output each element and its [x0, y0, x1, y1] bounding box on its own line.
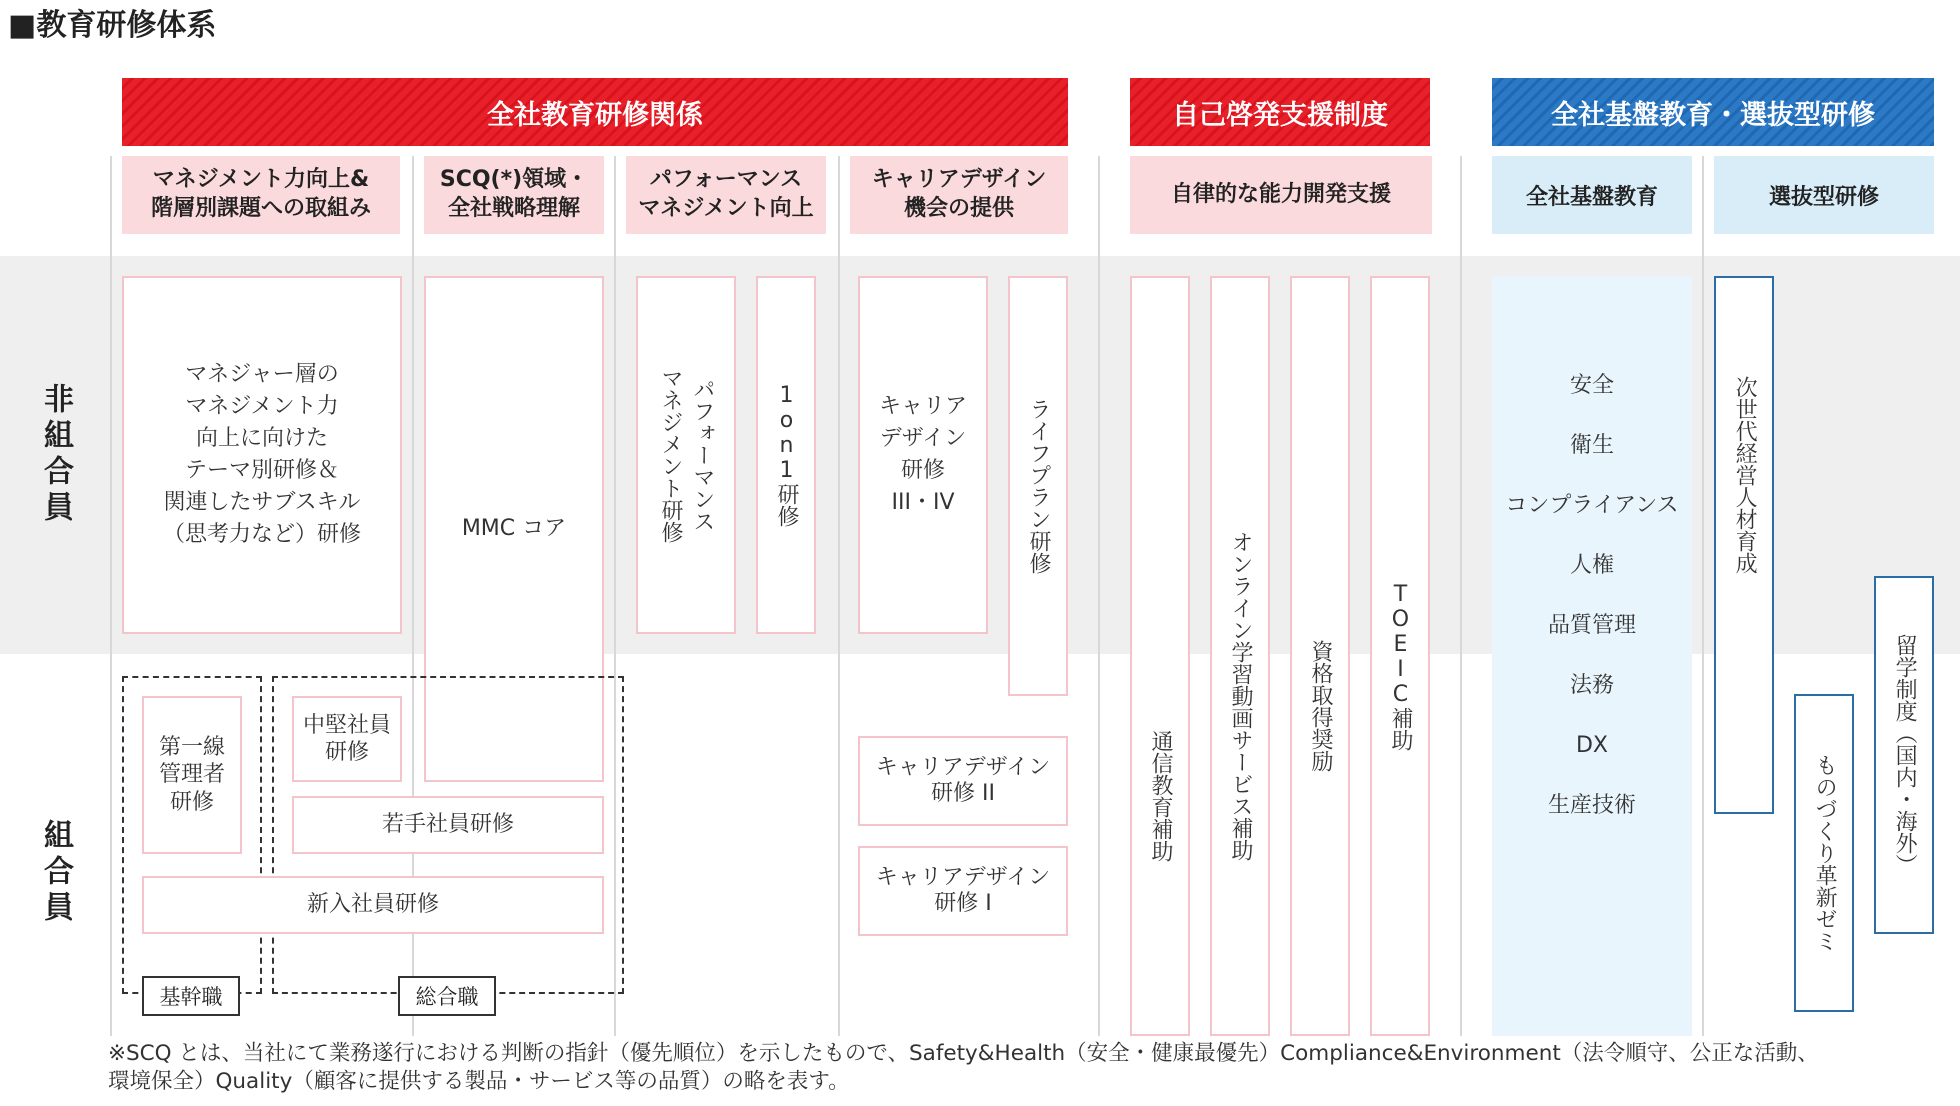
box-correspondence-text: 通信教育補助 [1147, 730, 1173, 862]
box-young-staff: 若手社員研修 [292, 796, 604, 854]
column-divider [838, 156, 840, 1036]
box-toeic-text: TOEIC補助 [1387, 581, 1413, 751]
box-career-3-4: キャリア デザイン 研修 III・IV [858, 276, 988, 634]
box-study-abroad-text: 留学制度（国内・海外） [1892, 634, 1918, 876]
box-career-2: キャリアデザイン 研修 II [858, 736, 1068, 826]
box-online-video [1210, 276, 1270, 1036]
base-topic: 品質管理 [1547, 613, 1636, 638]
base-topic: 安全 [1569, 373, 1614, 398]
box-qualification-text: 資格取得奨励 [1307, 640, 1333, 772]
label-sogo: 総合職 [398, 976, 496, 1016]
column-divider [110, 156, 112, 1036]
subheader-scq: SCQ(*)領域・ 全社戦略理解 [424, 156, 604, 234]
footnote: ※SCQ とは、当社にて業務遂行における判断の指針（優先順位）を示したもので、Safety&Health（安全・健康最優先）Compliance&Environment（法令順守、公正な活動、 環境保全）Quality（顧客に提供する製品・サービス等の品質）の略を表す。 [108, 1041, 1819, 1094]
box-mmc-core: MMC コア [424, 276, 604, 782]
box-mid-career: 中堅社員 研修 [292, 696, 402, 782]
box-monozukuri [1794, 694, 1854, 1012]
base-topic-list [1505, 356, 1678, 836]
box-first-line-manager: 第一線 管理者 研修 [142, 696, 242, 854]
base-topic: 衛生 [1569, 433, 1614, 458]
box-life-plan-text: ライフプラン研修 [1025, 398, 1051, 574]
box-career-1: キャリアデザイン 研修 I [858, 846, 1068, 936]
box-manager-theme-training: マネジャー層の マネジメント力 向上に向けた テーマ別研修＆ 関連したサブスキル （思考力など）研修 [122, 276, 402, 634]
subheader-self-development: 自律的な能力開発支援 [1130, 156, 1432, 234]
column-divider [1702, 156, 1704, 1036]
box-1on1-text: 1on1研修 [773, 383, 799, 527]
box-monozukuri-text: ものづくり革新ゼミ [1812, 754, 1838, 952]
row-label-non-union: 非組合員 [38, 383, 73, 527]
base-topic: 法務 [1569, 673, 1614, 698]
box-online-video-text: オンライン学習動画サービス補助 [1227, 531, 1253, 861]
box-correspondence [1130, 276, 1190, 1036]
subheader-base-education: 全社基盤教育 [1492, 156, 1692, 234]
box-study-abroad [1874, 576, 1934, 934]
row-label-union: 組合員 [38, 819, 73, 927]
box-1on1-training [756, 276, 816, 634]
subheader-career: キャリアデザイン 機会の提供 [850, 156, 1068, 234]
box-toeic [1370, 276, 1430, 1036]
column-divider [1460, 156, 1462, 1036]
base-topic: 生産技術 [1547, 793, 1636, 818]
label-kikan: 基幹職 [142, 976, 240, 1016]
base-topic: コンプライアンス [1505, 493, 1679, 518]
box-new-hire: 新入社員研修 [142, 876, 604, 934]
subheader-performance: パフォーマンス マネジメント向上 [626, 156, 826, 234]
base-topic: 人権 [1569, 553, 1614, 578]
header-company-training: 全社教育研修関係 [122, 78, 1068, 146]
header-base-selective: 全社基盤教育・選抜型研修 [1492, 78, 1934, 146]
subheader-management: マネジメント力向上& 階層別課題への取組み [122, 156, 400, 234]
base-topic: DX [1575, 733, 1608, 758]
box-performance-training [636, 276, 736, 634]
page-title: ■教育研修体系 [8, 8, 217, 43]
box-next-generation [1714, 276, 1774, 814]
column-divider [1098, 156, 1100, 1036]
header-self-development: 自己啓発支援制度 [1130, 78, 1430, 146]
box-base-education [1492, 276, 1692, 1036]
subheader-selective: 選抜型研修 [1714, 156, 1934, 234]
box-qualification [1290, 276, 1350, 1036]
box-next-generation-text: 次世代経営人材育成 [1732, 376, 1758, 574]
box-performance-training-text: パフォーマンス マネジメント研修 [658, 367, 715, 543]
box-life-plan [1008, 276, 1068, 696]
